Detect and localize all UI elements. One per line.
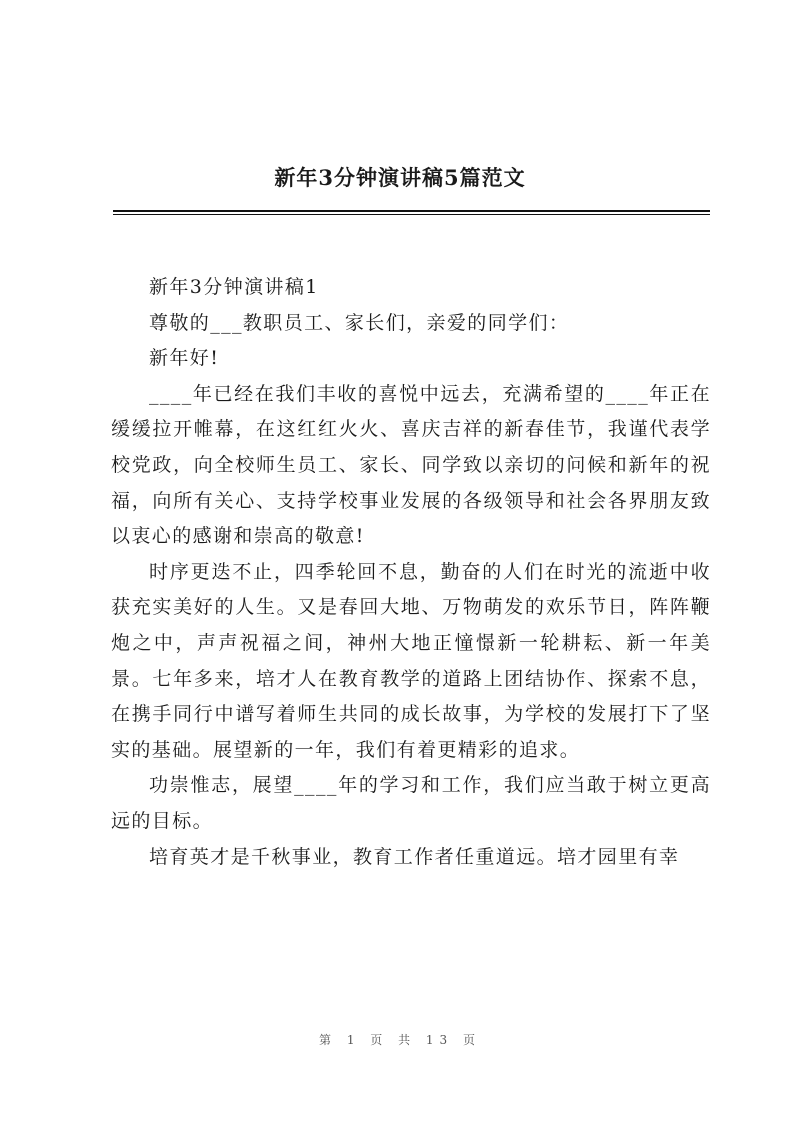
body-paragraph: 功崇惟志，展望____年的学习和工作，我们应当敢于树立更高远的目标。 bbox=[111, 774, 711, 832]
title-divider bbox=[113, 210, 710, 212]
body-paragraph: 培育英才是千秋事业，教育工作者任重道远。培才园里有幸 bbox=[149, 845, 680, 868]
document-body bbox=[111, 270, 711, 875]
body-paragraph: 时序更迭不止，四季轮回不息，勤奋的人们在时光的流逝中收获充实美好的人生。又是春回大地、万物萌发的欢乐节日，阵阵鞭炮之中，声声祝福之间，神州大地正憧憬新一轮耕耘、新一年美景。七年多来，培才人在教育教学的道路上团结协作、探索不息，在携手同行中谱写着师生共同的成长故事，为学校的发展打下了坚实的基础。展望新的一年，我们有着更精彩的追求。 bbox=[111, 560, 711, 761]
body-paragraph: ____年已经在我们丰收的喜悦中远去，充满希望的____年正在缓缓拉开帷幕，在这红红火火、喜庆吉祥的新春佳节，我谨代表学校党政，向全校师生员工、家长、同学致以亲切的问候和新年的祝福，向所有关心、支持学校事业发展的各级领导和社会各界朋友致以衷心的感谢和崇高的敬意! bbox=[111, 382, 711, 548]
title-divider-thin bbox=[113, 214, 710, 215]
page-number-footer: 第 1 页 共 13 页 bbox=[319, 1033, 481, 1047]
salutation: 尊敬的___教职员工、家长们，亲爱的同学们： bbox=[149, 311, 570, 334]
greeting: 新年好! bbox=[149, 347, 220, 370]
document-title: 新年3分钟演讲稿5篇范文 bbox=[274, 165, 526, 190]
section-heading: 新年3分钟演讲稿1 bbox=[149, 276, 319, 298]
